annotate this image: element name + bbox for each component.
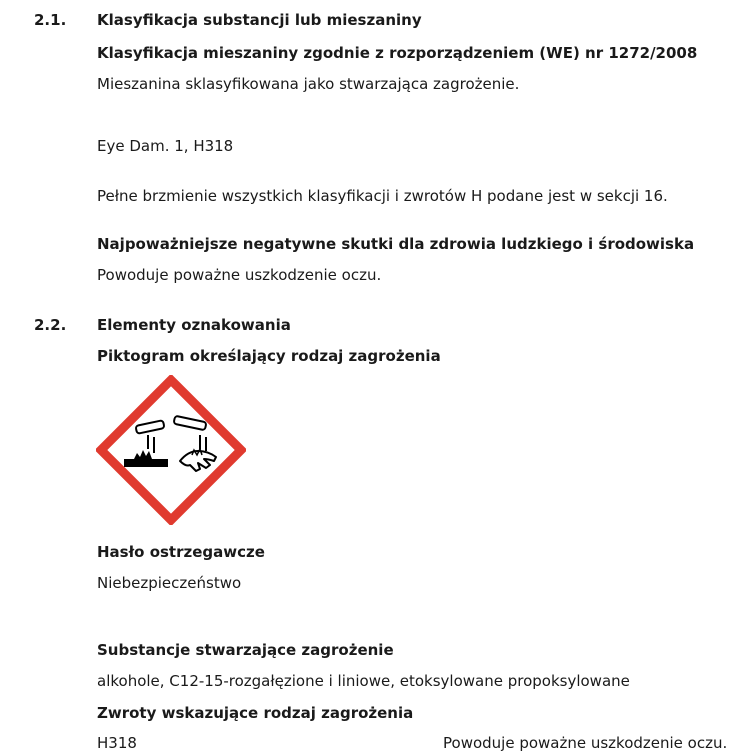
classification-code: Eye Dam. 1, H318 [97, 137, 234, 155]
pictogram-heading: Piktogram określający rodzaj zagrożenia [97, 347, 441, 365]
corrosion-ghs05-icon [96, 375, 246, 525]
hazardous-substances-heading: Substancje stwarzające zagrożenie [97, 641, 394, 659]
hazard-code: H318 [97, 734, 137, 752]
signal-word: Niebezpieczeństwo [97, 574, 242, 592]
hazard-text: Powoduje poważne uszkodzenie oczu. [443, 734, 728, 752]
section-number: 2.1. [34, 11, 67, 29]
section-number: 2.2. [34, 316, 67, 334]
effects-heading: Najpoważniejsze negatywne skutki dla zdrowia ludzkiego i środowiska [97, 235, 695, 253]
section-subtitle: Klasyfikacja mieszaniny zgodnie z rozporządzeniem (WE) nr 1272/2008 [97, 44, 698, 62]
hazardous-substances-text: alkohole, C12-15-rozgałęzione i liniowe, etoksylowane propoksylowane [97, 672, 630, 690]
section-title: Klasyfikacja substancji lub mieszaniny [97, 11, 422, 29]
signal-word-heading: Hasło ostrzegawcze [97, 543, 265, 561]
effects-text: Powoduje poważne uszkodzenie oczu. [97, 266, 382, 284]
classification-statement: Mieszanina sklasyfikowana jako stwarzająca zagrożenie. [97, 75, 520, 93]
hazard-statements-heading: Zwroty wskazujące rodzaj zagrożenia [97, 704, 414, 722]
full-text-note: Pełne brzmienie wszystkich klasyfikacji i zwrotów H podane jest w sekcji 16. [97, 187, 668, 205]
section-title: Elementy oznakowania [97, 316, 291, 334]
